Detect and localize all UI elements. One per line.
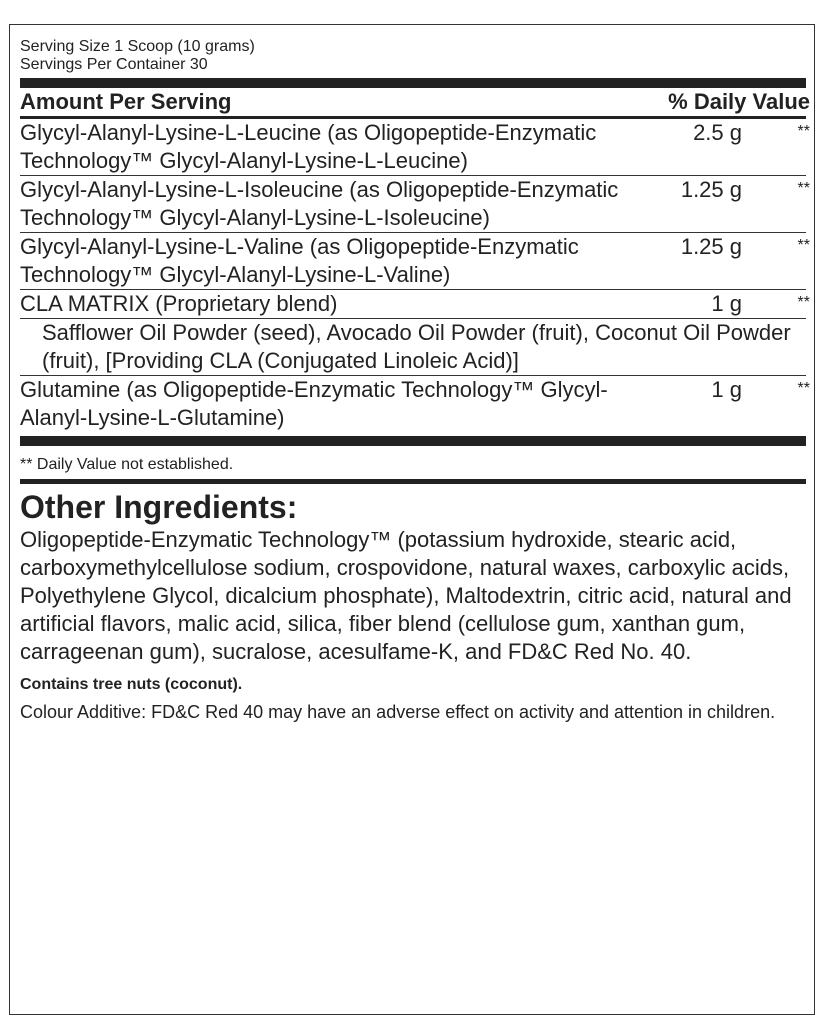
ingredient-name: Glycyl-Alanyl-Lysine-L-Leucine (as Oligopeptide-Enzymatic Technology™ Glycyl-Alanyl-Lysine-L-Leucine) xyxy=(20,120,597,173)
serving-info xyxy=(20,25,806,74)
table-row xyxy=(20,176,810,233)
table-row xyxy=(20,376,810,432)
cla-blend-components: Safflower Oil Powder (seed), Avocado Oil Powder (fruit), Coconut Oil Powder (fruit), [Providing CLA (Conjugated Linoleic Acid)] xyxy=(20,319,806,376)
ingredient-amount: 2.5 g xyxy=(693,120,742,145)
ingredient-dv: ** xyxy=(797,294,810,311)
ingredient-name: CLA MATRIX (Proprietary blend) xyxy=(20,291,338,316)
ingredient-dv: ** xyxy=(797,380,810,397)
table-row xyxy=(20,119,810,176)
ingredient-dv: ** xyxy=(797,237,810,254)
amount-per-serving-heading: Amount Per Serving xyxy=(20,89,232,114)
ingredient-name: Glycyl-Alanyl-Lysine-L-Isoleucine (as Oligopeptide-Enzymatic Technology™ Glycyl-Alanyl-Lysine-L-Isoleucine) xyxy=(20,177,619,230)
footnote: ** Daily Value not established. xyxy=(20,456,234,473)
footnote-divider xyxy=(20,479,806,484)
daily-value-heading: % Daily Value xyxy=(668,89,810,114)
table-header xyxy=(20,88,810,116)
ingredient-amount: 1 g xyxy=(711,377,742,402)
ingredient-name: Glutamine (as Oligopeptide-Enzymatic Technology™ Glycyl-Alanyl-Lysine-L-Glutamine) xyxy=(20,377,608,430)
thick-divider xyxy=(20,436,806,446)
ingredient-amount: 1.25 g xyxy=(680,177,742,202)
thick-divider xyxy=(20,78,806,88)
supplement-facts-panel xyxy=(9,24,815,1015)
table-row xyxy=(20,290,810,319)
table-row xyxy=(20,233,810,290)
ingredient-dv: ** xyxy=(797,123,810,140)
other-ingredients-text: Oligopeptide-Enzymatic Technology™ (potassium hydroxide, stearic acid, carboxymethylcellulose sodium, crospovidone, natural waxes, carboxylic acids, Polyethylene Glycol, dicalcium phosphate), Maltodextrin, citric acid, natural and artificial flavors, malic acid, silica, fiber blend (cellulose gum, xanthan gum, carrageenan gum), sucralose, acesulfame-K, and FD&C Red No. 40. xyxy=(20,527,792,664)
servings-per-container: Servings Per Container 30 xyxy=(20,56,208,73)
ingredient-amount: 1.25 g xyxy=(680,234,742,259)
ingredient-name: Glycyl-Alanyl-Lysine-L-Valine (as Oligopeptide-Enzymatic Technology™ Glycyl-Alanyl-Lysine-L-Valine) xyxy=(20,234,579,287)
serving-size: Serving Size 1 Scoop (10 grams) xyxy=(20,38,255,55)
other-ingredients-title: Other Ingredients: xyxy=(20,489,298,525)
allergen-statement: Contains tree nuts (coconut). xyxy=(20,676,243,693)
ingredient-amount: 1 g xyxy=(711,291,742,316)
colour-additive-warning: Colour Additive: FD&C Red 40 may have an adverse effect on activity and attention in children. xyxy=(20,702,776,722)
ingredient-dv: ** xyxy=(797,180,810,197)
